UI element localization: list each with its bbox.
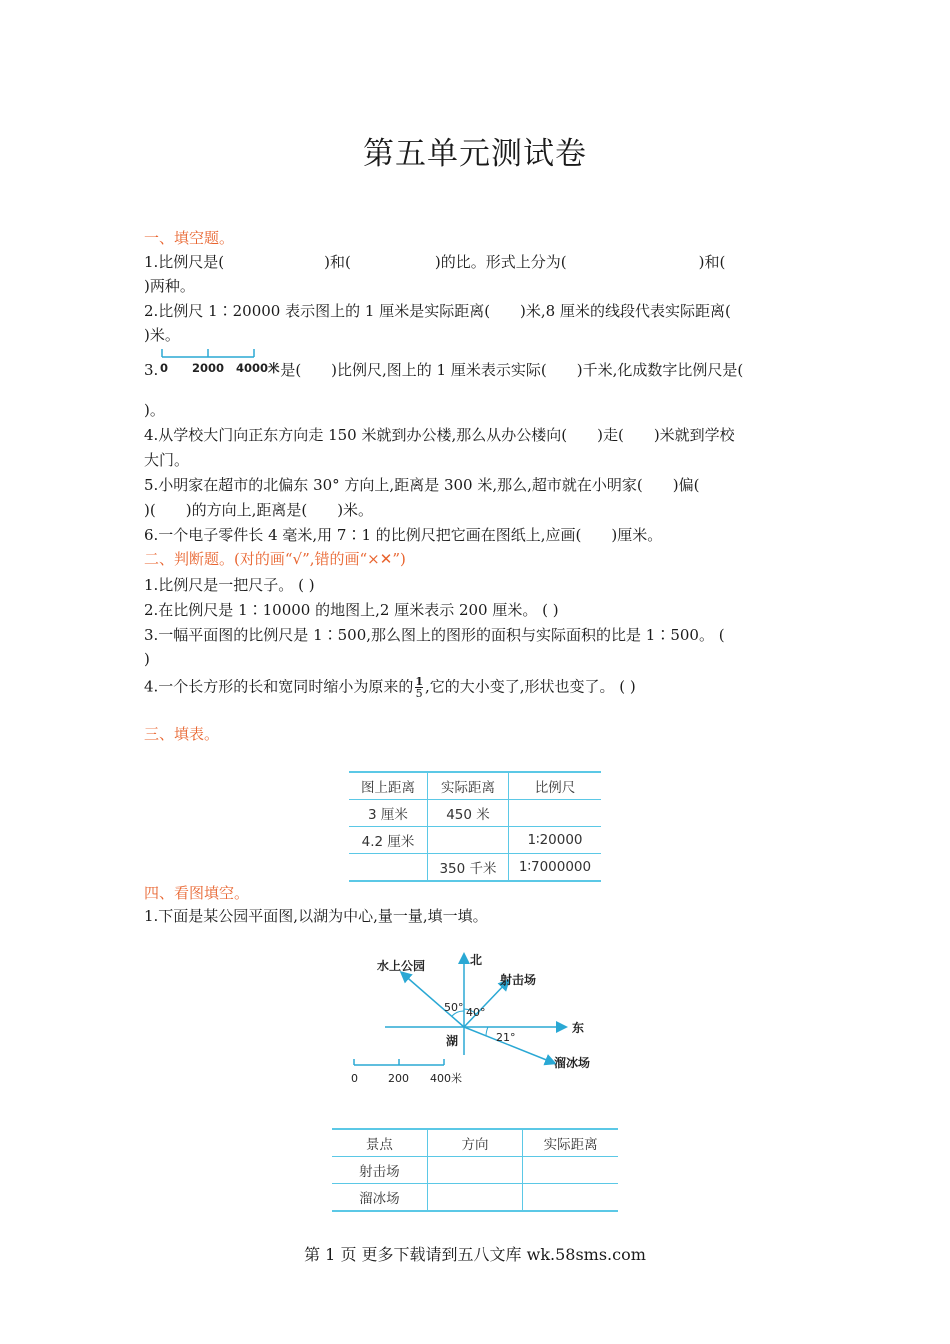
judge-q4: [144, 676, 636, 699]
table-cell: 4.2 厘米: [361, 834, 415, 850]
q6-text-b: )厘米。: [611, 526, 663, 544]
table-row: [349, 827, 601, 854]
table-cell: [523, 1157, 618, 1184]
q3-scale-tick-2: 4000米: [236, 361, 280, 375]
fraction-numerator: 1: [415, 675, 423, 688]
table-cell: 1∶7000000: [509, 854, 602, 882]
table-cell: 射击场: [359, 1164, 400, 1180]
map-ice-rink-label: 溜冰场: [554, 1056, 591, 1070]
map-lake-label: 湖: [446, 1034, 459, 1048]
section4-heading: 四、看图填空。: [144, 884, 250, 902]
map-angle-50: 50°: [444, 1001, 464, 1014]
table-header: 方向: [427, 1129, 523, 1157]
q6-line: [144, 525, 662, 545]
page-footer: 第 1 页 更多下载请到五八文库 wk.58sms.com: [304, 1245, 646, 1264]
judge-q4-text-b: ,它的大小变了,形状也变了。 ( ): [424, 677, 636, 696]
map-question: 1.下面是某公园平面图,以湖为中心,量一量,填一填。: [144, 907, 488, 925]
map-angle-40: 40°: [466, 1006, 486, 1019]
q3-text-d: )千米,化成数字比例尺是(: [576, 361, 744, 379]
judge-q4-fraction: [415, 676, 423, 699]
section3-heading: 三、填表。: [144, 725, 220, 743]
q5-text-e: )米。: [337, 501, 374, 519]
q5-line2: [144, 500, 373, 520]
table-cell: [349, 854, 428, 882]
q5-text-b: )偏(: [672, 476, 700, 494]
q2-text-b: )米,8 厘米的线段代表实际距离(: [520, 302, 731, 320]
q1-text-a: 1.比例尺是(: [144, 253, 225, 271]
q2-line2: )米。: [144, 326, 180, 344]
q5-text-c: )(: [144, 501, 156, 519]
table-cell: [509, 800, 602, 827]
q3-text-b: 是(: [280, 361, 302, 379]
q1-text-b: )和(: [324, 253, 351, 271]
map-shooting-range-label: 射击场: [500, 973, 537, 987]
table-header: 景点: [365, 1137, 393, 1153]
table-cell: 450 米: [428, 800, 509, 827]
table-header: 实际距离: [428, 772, 509, 800]
ray-shooting-range: [464, 981, 508, 1027]
table-cell: [523, 1184, 618, 1212]
q1-text-d: )和(: [698, 253, 726, 271]
table-cell: [427, 1184, 523, 1212]
map-water-park-label: 水上公园: [377, 959, 426, 973]
q3-line2: )。: [144, 401, 165, 419]
q1-line2: )两种。: [144, 277, 195, 295]
table-header: 比例尺: [509, 772, 602, 800]
ray-water-park: [402, 973, 464, 1027]
table-row: [332, 1184, 618, 1212]
table-header: 图上距离: [361, 780, 415, 796]
table-cell: 1∶20000: [509, 827, 602, 854]
q6-text-a: 6.一个电子零件长 4 毫米,用 7∶1 的比例尺把它画在图纸上,应画(: [144, 526, 582, 544]
q1-text-c: )的比。形式上分为(: [434, 253, 567, 271]
table-header: 实际距离: [523, 1129, 618, 1157]
page-title: 第五单元测试卷: [363, 136, 587, 172]
q1-line1: [144, 252, 725, 272]
map-east-label: 东: [572, 1021, 585, 1035]
table-cell: [428, 827, 509, 854]
table-cell: 3 厘米: [368, 807, 408, 823]
q5-text-a: 5.小明家在超市的北偏东 30° 方向上,距离是 300 米,那么,超市就在小明家(: [144, 476, 643, 494]
q3-scale-tick-1: 2000: [192, 361, 225, 375]
q4-text-c: )米就到学校: [653, 426, 735, 444]
angle-arc-21: [486, 1027, 488, 1036]
q5-line1: [144, 475, 699, 495]
table-row: [332, 1157, 618, 1184]
q2-text-a: 2.比例尺 1∶20000 表示图上的 1 厘米是实际距离(: [144, 302, 491, 320]
fill-table: [349, 771, 601, 882]
q4-text-b: )走(: [597, 426, 624, 444]
map-angle-21: 21°: [496, 1031, 516, 1044]
map-scale-0: 0: [351, 1072, 358, 1085]
q4-text-a: 4.从学校大门向正东方向走 150 米就到办公楼,那么从办公楼向(: [144, 426, 568, 444]
q3-scale-tick-0: 0: [160, 361, 169, 375]
map-answer-table: [332, 1128, 618, 1212]
q4-line2: 大门。: [144, 451, 190, 469]
table-row: [349, 800, 601, 827]
park-map: [340, 945, 620, 1095]
q4-line1: [144, 425, 735, 445]
judge-q3-end: ): [144, 650, 150, 668]
section2-heading: 二、判断题。(对的画“√”,错的画“×✕”): [144, 550, 406, 568]
q3-text-a: 3.: [144, 361, 159, 379]
table-row: [349, 854, 601, 882]
section1-heading: 一、填空题。: [144, 229, 235, 247]
map-scale-400: 400米: [430, 1072, 462, 1085]
judge-q1: 1.比例尺是一把尺子。 ( ): [144, 576, 315, 594]
table-cell: [427, 1157, 523, 1184]
table-cell: 溜冰场: [359, 1191, 400, 1207]
judge-q3: 3.一幅平面图的比例尺是 1∶500,那么图上的图形的面积与实际面积的比是 1∶500。 (: [144, 626, 725, 644]
map-north-label: 北: [470, 953, 483, 967]
q3-text-c: )比例尺,图上的 1 厘米表示实际(: [331, 361, 547, 379]
table-header-row: [349, 772, 601, 800]
q5-text-d: )的方向上,距离是(: [185, 501, 308, 519]
table-header-row: [332, 1129, 618, 1157]
table-cell: 350 千米: [428, 854, 509, 882]
q3-line1: [144, 360, 743, 380]
q2-line1: [144, 301, 731, 321]
judge-q2: 2.在比例尺是 1∶10000 的地图上,2 厘米表示 200 厘米。 ( ): [144, 601, 559, 619]
map-scale-200: 200: [388, 1072, 409, 1085]
fraction-denominator: 5: [415, 687, 423, 700]
judge-q4-text-a: 4.一个长方形的长和宽同时缩小为原来的: [144, 677, 414, 696]
